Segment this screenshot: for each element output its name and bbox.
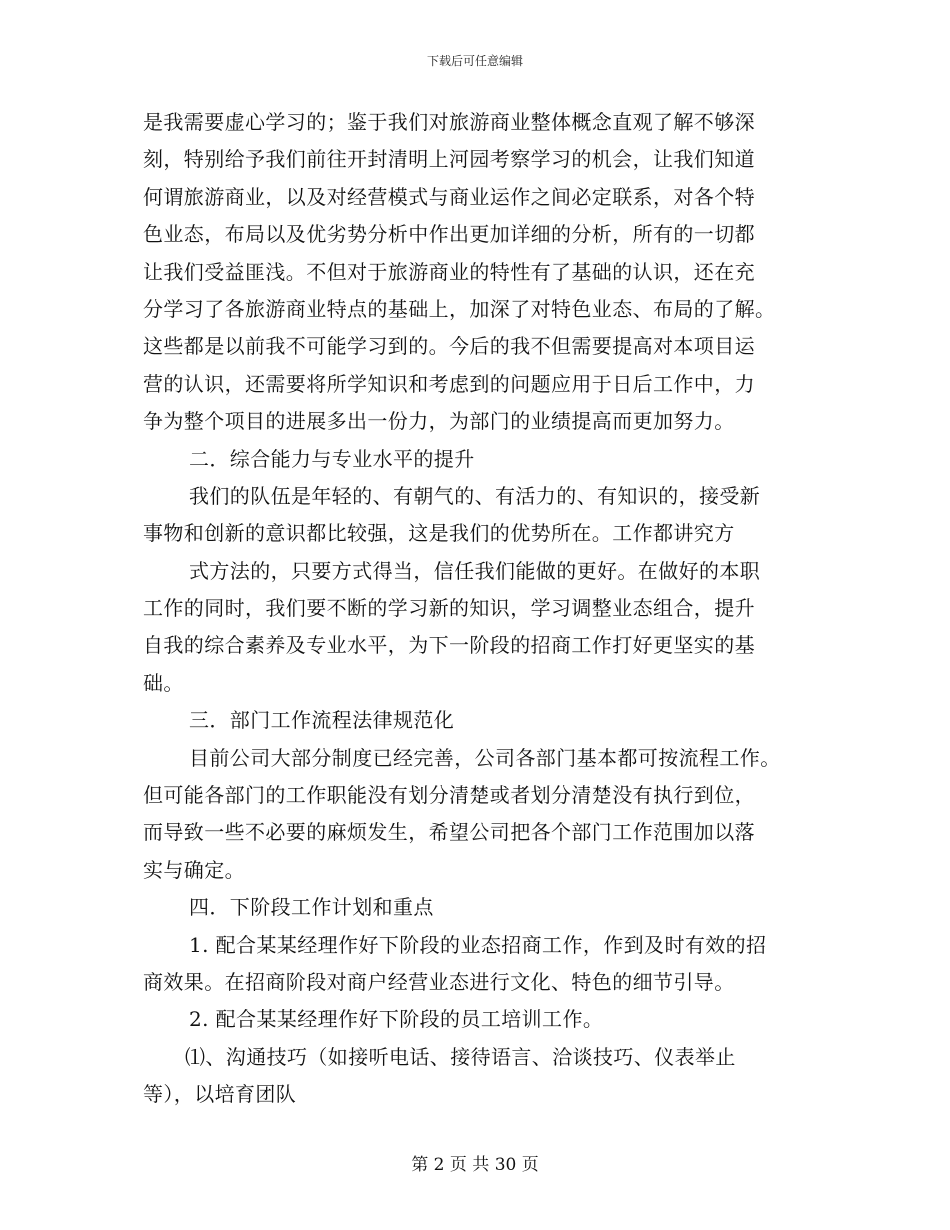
paragraph-line: 等），以培育团队 — [143, 1082, 297, 1107]
paragraph-line: 商效果。在招商阶段对商户经营业态进行文化、特色的细节引导。 — [143, 969, 735, 994]
paragraph-line: 自我的综合素养及专业水平，为下一阶段的招商工作打好更坚实的基 — [143, 633, 755, 658]
paragraph-line: 分学习了各旅游商业特点的基础上，加深了对特色业态、布局的了解。 — [143, 296, 776, 321]
paragraph-line: 我们的队伍是年轻的、有朝气的、有活力的、有知识的，接受新 — [189, 483, 761, 508]
page-header: 下载后可任意编辑 — [426, 54, 523, 68]
paragraph-line: 而导致一些不必要的麻烦发生，希望公司把各个部门工作范围加以落 — [143, 820, 755, 845]
paragraph-line: 但可能各部门的工作职能没有划分清楚或者划分清楚没有执行到位， — [143, 783, 755, 808]
page-footer: 第 2 页 共 30 页 — [411, 1155, 539, 1175]
list-item: 1. 配合某某经理作好下阶段的业态招商工作，作到及时有效的招 — [189, 932, 767, 957]
paragraph-line: 刻，特别给予我们前往开封清明上河园考察学习的机会，让我们知道 — [143, 147, 755, 172]
paragraph-line: 营的认识，还需要将所学知识和考虑到的问题应用于日后工作中，力 — [143, 371, 755, 396]
paragraph-line: 这些都是以前我不可能学习到的。今后的我不但需要提高对本项目运 — [143, 334, 755, 359]
paragraph-line: 让我们受益匪浅。不但对于旅游商业的特性有了基础的认识，还在充 — [143, 259, 755, 284]
list-item: ⑴、沟通技巧（如接听电话、接待语言、洽谈技巧、仪表举止 — [185, 1044, 736, 1069]
section-heading: 三．部门工作流程法律规范化 — [189, 708, 455, 733]
paragraph-line: 础。 — [143, 670, 184, 695]
paragraph-line: 争为整个项目的进展多出一份力，为部门的业绩提高而更加努力。 — [143, 409, 735, 434]
paragraph-line: 事物和创新的意识都比较强，这是我们的优势所在。工作都讲究方 — [143, 521, 735, 546]
paragraph-line: 目前公司大部分制度已经完善，公司各部门基本都可按流程工作。 — [189, 745, 781, 770]
document-body — [143, 104, 823, 1114]
paragraph-line: 色业态，布局以及优劣势分析中作出更加详细的分析，所有的一切都 — [143, 222, 755, 247]
paragraph-line: 式方法的，只要方式得当，信任我们能做的更好。在做好的本职 — [189, 558, 761, 583]
paragraph-line: 实与确定。 — [143, 857, 245, 882]
list-item: 2. 配合某某经理作好下阶段的员工培训工作。 — [189, 1007, 604, 1032]
paragraph-line: 是我需要虚心学习的；鉴于我们对旅游商业整体概念直观了解不够深 — [143, 110, 755, 134]
section-heading: 四．下阶段工作计划和重点 — [189, 895, 434, 920]
paragraph-line: 何谓旅游商业，以及对经营模式与商业运作之间必定联系，对各个特 — [143, 184, 755, 209]
paragraph-line: 工作的同时，我们要不断的学习新的知识，学习调整业态组合，提升 — [143, 596, 755, 621]
section-heading: 二．综合能力与专业水平的提升 — [189, 446, 475, 471]
